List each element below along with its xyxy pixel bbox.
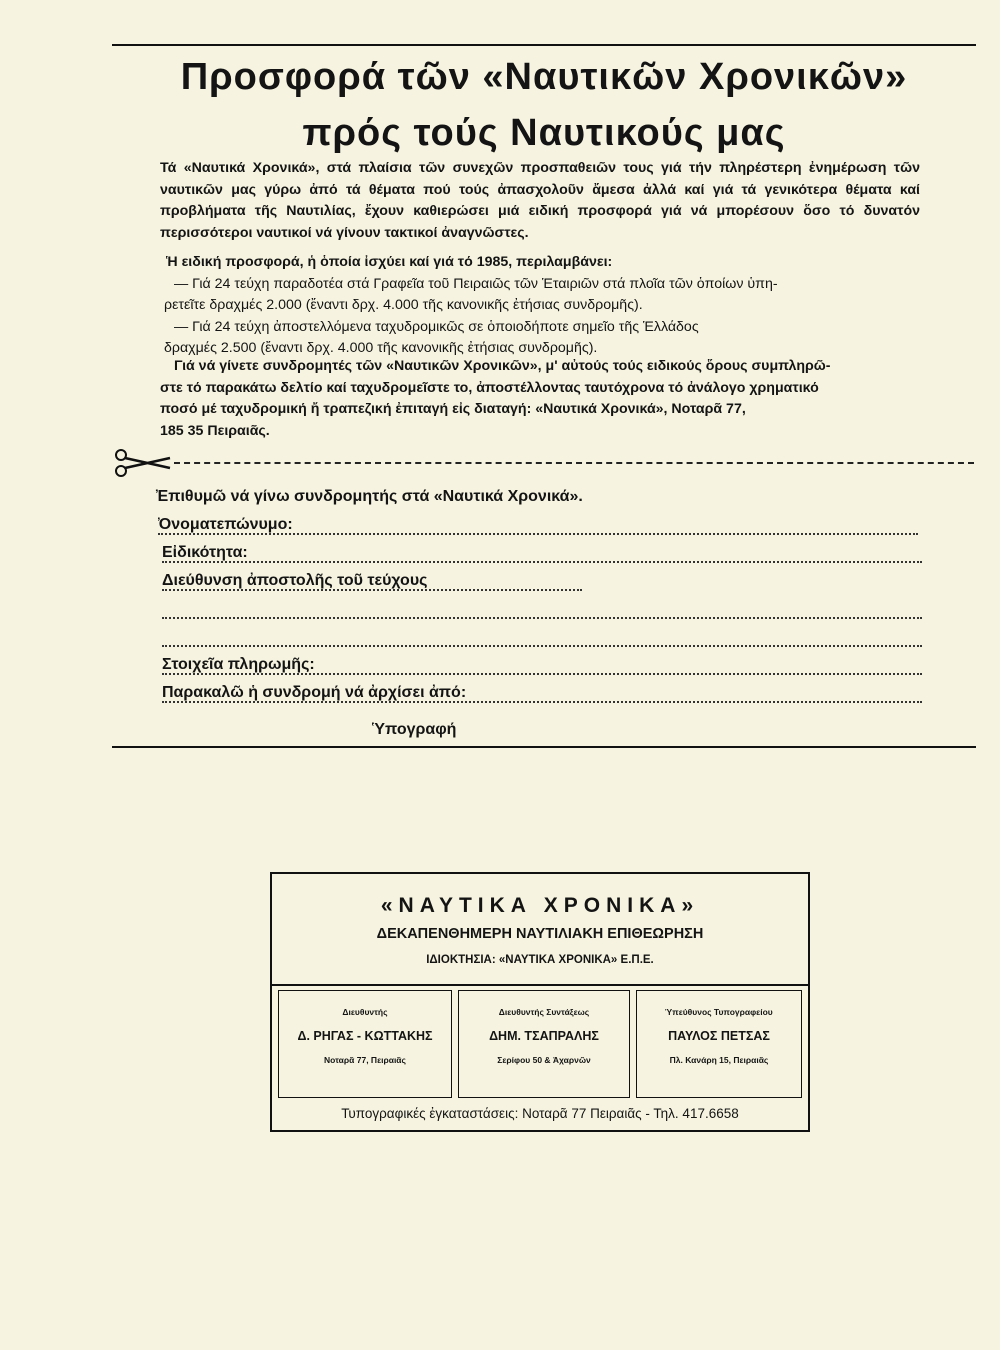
instructions-line4: 185 35 Πειραιᾶς. [160,422,270,439]
masthead-box [270,872,810,1132]
scissors-icon [112,448,172,478]
cut-line [112,448,976,478]
director-box [278,990,452,1098]
signature-label: Ὑπογραφή [372,721,457,738]
printer-address: Πλ. Κανάρη 15, Πειραιᾶς [669,1055,769,1065]
page-title-line1: Προσφορά τῶν «Ναυτικῶν Χρονικῶν» [180,56,908,98]
editor-box [458,990,630,1098]
director-address: Νοταρᾶ 77, Πειραιᾶς [324,1055,406,1065]
address-field-dots [162,589,582,591]
address-line-2-dots [162,617,922,619]
offer-section [160,252,940,360]
director-name: Δ. ΡΗΓΑΣ - ΚΩΤΤΑΚΗΣ [297,1029,433,1043]
instructions-line2: στε τό παρακάτω δελτίο καί ταχυδρομεῖστε το, ἀποστέλλοντας ταυτόχρονα τό ἀνάλογο χρηματικό [160,379,819,396]
instructions-line3: ποσό μέ ταχυδρομική ἤ τραπεζική ἐπιταγή εἰς διαταγή: «Ναυτικά Χρονικά», Νοταρᾶ 77, [160,401,746,417]
specialty-field-dots [162,561,922,563]
director-role: Διευθυντής [342,1007,388,1017]
instructions-line1: Γιά νά γίνετε συνδρομητές τῶν «Ναυτικῶν Χρονικῶν», μ' αὐτούς τούς ειδικούς ὅρους συμπληρῶ- [174,358,831,374]
address-line-2[interactable] [162,600,922,624]
printer-name: ΠΑΥΛΟΣ ΠΕΤΣΑΣ [668,1029,770,1043]
address-line-3[interactable] [162,628,922,652]
start-label: Παρακαλῶ ἡ συνδρομή νά ἀρχίσει ἀπό: [162,684,467,701]
editor-role: Διευθυντής Συντάξεως [498,1007,590,1017]
masthead-divider [272,984,808,986]
bottom-rule [112,746,976,748]
printer-box [636,990,802,1098]
name-field[interactable] [158,516,918,540]
payment-label: Στοιχεῖα πληρωμῆς: [162,656,315,673]
name-field-dots [158,533,918,535]
editor-name: ΔΗΜ. ΤΣΑΠΡΑΛΗΣ [489,1029,599,1043]
offer-item-2-line1: — Γιά 24 τεύχη ἀποστελλόμενα ταχυδρομικῶς σε ὁποιοδήποτε σημεῖο τῆς Ἑλλάδος [174,318,699,335]
start-field[interactable] [162,684,922,708]
printer-role: Ὑπεύθυνος Τυπογραφείου [665,1007,773,1017]
page-title-line2: πρός τούς Ναυτικούς μας [302,112,786,154]
form-heading: Ἐπιθυμῶ νά γίνω συνδρομητής στά «Ναυτικά Χρονικά». [156,488,583,505]
start-field-dots [162,701,922,703]
masthead-ownership: ΙΔΙΟΚΤΗΣΙΑ: «ΝΑΥΤΙΚΑ ΧΡΟΝΙΚΑ» Ε.Π.Ε. [426,954,654,966]
top-rule [112,44,976,46]
address-field[interactable] [162,572,582,596]
payment-field[interactable] [162,656,922,680]
offer-item-1-line1: — Γιά 24 τεύχη παραδοτέα στά Γραφεῖα τοῦ Πειραιῶς τῶν Ἑταιριῶν στά πλοῖα τῶν ὁποίων ὑπη- [174,275,778,292]
dashed-cut-line [174,462,974,464]
masthead-columns [278,990,802,1100]
address-label: Διεύθυνση ἀποστολῆς τοῦ τεύχους [162,572,428,589]
specialty-field[interactable] [162,544,922,568]
instructions-paragraph [160,356,930,442]
masthead-footer: Τυπογραφικές ἐγκαταστάσεις: Νοταρᾶ 77 Πειραιᾶς - Τηλ. 417.6658 [341,1106,739,1121]
payment-field-dots [162,673,922,675]
offer-item-1-line2: ρετεῖτε δραχμές 2.000 (ἔναντι δρχ. 4.000 τῆς κανονικῆς ἐτήσιας συνδρομῆς). [164,297,643,313]
editor-address: Σερίφου 50 & Ἀχαρνῶν [497,1055,591,1065]
masthead-name: «ΝΑΥΤΙΚΑ ΧΡΟΝΙΚΑ» [380,894,700,917]
name-label: Ὀνοματεπώνυμο: [158,516,293,533]
specialty-label: Εἰδικότητα: [162,544,248,561]
masthead-subtitle: ΔΕΚΑΠΕΝΘΗΜΕΡΗ ΝΑΥΤΙΛΙΑΚΗ ΕΠΙΘΕΩΡΗΣΗ [376,926,704,942]
intro-paragraph: Τά «Ναυτικά Χρονικά», στά πλαίσια τῶν συνεχῶν προσπαθειῶν τους γιά τήν πληρέστερη ἐνημέρωση τῶν ναυτικῶν μας γύρω ἀπό τά θέματα πού τούς ἀπασχολοῦν ἄμεσα ἀλλά καί γιά τά γενικότερα θέματα καί προβλήματα τῆς Ναυτιλίας, ἔχουν καθιερώσει μιά ειδική προσφορά γιά νά μπορέσουν ὅσο τό δυνατόν περισσότεροι ναυτικοί νά γίνουν τακτικοί ἀναγνῶστες. [160,160,920,241]
offer-intro: Ἡ ειδική προσφορά, ἡ ὁποία ἰσχύει καί γιά τό 1985, περιλαμβάνει: [166,254,613,270]
offer-item-2-line2: δραχμές 2.500 (ἔναντι δρχ. 4.000 τῆς κανονικῆς ἐτήσιας συνδρομῆς). [164,340,598,356]
address-line-3-dots [162,645,922,647]
